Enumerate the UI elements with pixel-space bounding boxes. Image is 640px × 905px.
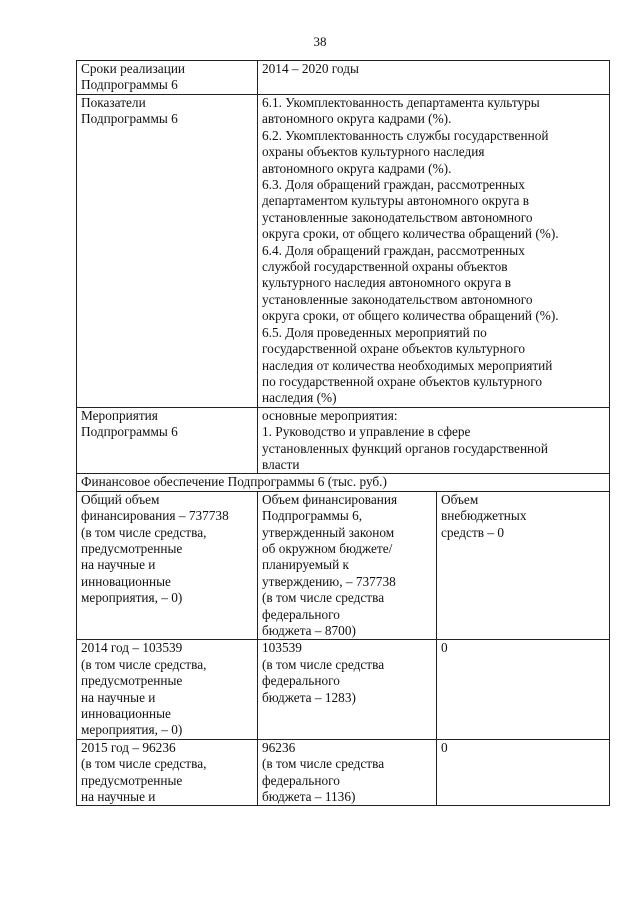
table-row-period [77,61,610,95]
indicator-item: 6.1. Укомплектованность департамента культуры автономного округа кадрами (%). [262,95,540,127]
year-budget-cell: 103539 (в том числе средства федерального бюджета – 1283) [258,640,437,739]
period-label: Сроки реализации Подпрограммы 6 [77,61,258,95]
indicator-item: 6.2. Укомплектованность службы государственной охраны объектов культурного наследия автономного округа кадрами (%). [262,127,549,176]
subprogram-passport-table [76,60,610,806]
table-row-activities [77,407,610,474]
table-row-indicators [77,95,610,408]
finance-total-column: Общий объем финансирования – 737738 (в том числе средства, предусмотренные на научные и инновационные мероприятия, – 0) [77,491,258,640]
finance-budget-column: Объем финансирования Подпрограммы 6, утвержденный законом об окружном бюджете/ планируемый к утверждению, – 737738 (в том числе средства федерального бюджета – 8700) [258,491,437,640]
indicator-item: 6.5. Доля проведенных мероприятий по государственной охране объектов культурного наследия от количества необходимых мероприятий по государственной охране объектов культурного наследия (%) [262,324,553,406]
year-extra-cell: 0 [437,640,610,739]
indicators-list [258,95,610,408]
indicator-item: 6.3. Доля обращений граждан, рассмотренных департаментом культуры автономного округа в установленные законодательством автономного округа сроки, от общего количества обращений (%). [262,177,559,242]
activities-label: Мероприятия Подпрограммы 6 [77,407,258,474]
finance-extrabudget-column: Объем внебюджетных средств – 0 [437,491,610,640]
activities-value: основные мероприятия: 1. Руководство и управление в сфере установленных функций органов государственной власти [258,407,610,474]
year-extra-cell: 0 [437,739,610,806]
year-total-cell: 2015 год – 96236 (в том числе средства, предусмотренные на научные и [77,739,258,806]
indicator-item: 6.4. Доля обращений граждан, рассмотренных службой государственной охраны объектов культурного наследия автономного округа в установленные законодательством автономного округа сроки, от общего количества обращений (%). [262,242,559,324]
indicators-label: Показатели Подпрограммы 6 [77,95,258,408]
table-row-year [77,640,610,739]
finance-header: Финансовое обеспечение Подпрограммы 6 (тыс. руб.) [77,474,610,491]
table-row-finance-columns [77,491,610,640]
table-row-year [77,739,610,806]
table-row-finance-header [77,474,610,491]
year-budget-cell: 96236 (в том числе средства федерального бюджета – 1136) [258,739,437,806]
period-value: 2014 – 2020 годы [258,61,610,95]
year-total-cell: 2014 год – 103539 (в том числе средства, предусмотренные на научные и инновационные мероприятия, – 0) [77,640,258,739]
page-number: 38 [313,34,327,49]
